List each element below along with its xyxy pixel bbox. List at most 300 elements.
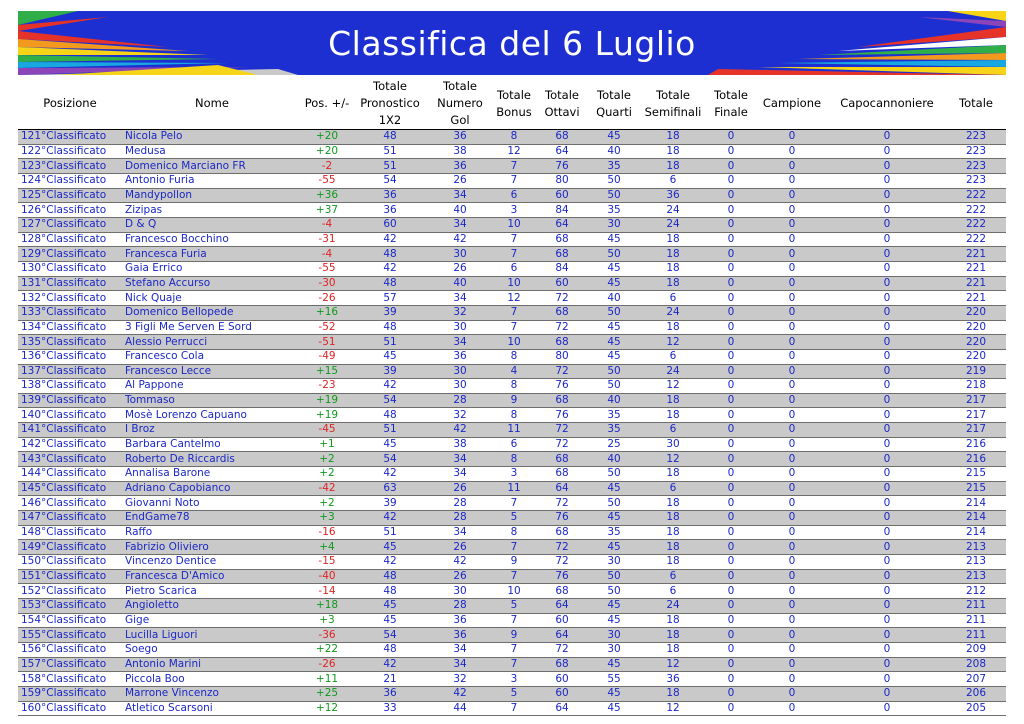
table-row	[18, 642, 1006, 657]
cell-quarti: 45	[588, 701, 640, 716]
cell-totale: 211	[946, 613, 1006, 628]
cell-finale: 0	[706, 569, 756, 584]
cell-finale: 0	[706, 335, 756, 350]
cell-finale: 0	[706, 130, 756, 145]
cell-bonus: 12	[492, 291, 536, 306]
ranking-table	[18, 78, 1006, 716]
cell-position: 129°Classificato	[18, 247, 122, 262]
table-row	[18, 349, 1006, 364]
cell-name: Gige	[122, 613, 302, 628]
cell-pronostico: 42	[352, 261, 428, 276]
cell-pos-change: +2	[302, 496, 352, 511]
cell-quarti: 35	[588, 423, 640, 438]
cell-name: EndGame78	[122, 511, 302, 526]
cell-pos-change: +19	[302, 408, 352, 423]
cell-name: Piccola Boo	[122, 672, 302, 687]
table-row	[18, 569, 1006, 584]
cell-totale: 220	[946, 320, 1006, 335]
table-row	[18, 584, 1006, 599]
header-pos-change: Pos. +/-	[302, 78, 352, 130]
cell-finale: 0	[706, 496, 756, 511]
cell-pos-change: +16	[302, 305, 352, 320]
cell-ottavi: 68	[536, 525, 588, 540]
cell-campione: 0	[756, 159, 828, 174]
cell-position: 131°Classificato	[18, 276, 122, 291]
cell-quarti: 45	[588, 276, 640, 291]
cell-name: Mosè Lorenzo Capuano	[122, 408, 302, 423]
cell-campione: 0	[756, 188, 828, 203]
cell-bonus: 7	[492, 540, 536, 555]
cell-pronostico: 39	[352, 496, 428, 511]
cell-bonus: 3	[492, 203, 536, 218]
header-posizione: Posizione	[18, 78, 122, 130]
cell-quarti: 50	[588, 188, 640, 203]
cell-numero-gol: 26	[428, 173, 492, 188]
cell-numero-gol: 44	[428, 701, 492, 716]
cell-ottavi: 68	[536, 335, 588, 350]
cell-pos-change: +2	[302, 452, 352, 467]
table-row	[18, 496, 1006, 511]
cell-pos-change: -45	[302, 423, 352, 438]
table-row	[18, 305, 1006, 320]
cell-finale: 0	[706, 584, 756, 599]
cell-campione: 0	[756, 525, 828, 540]
cell-quarti: 35	[588, 159, 640, 174]
cell-capocannoniere: 0	[828, 437, 946, 452]
cell-numero-gol: 42	[428, 232, 492, 247]
cell-campione: 0	[756, 540, 828, 555]
header-row	[18, 78, 1006, 130]
cell-position: 137°Classificato	[18, 364, 122, 379]
cell-semifinali: 18	[640, 261, 706, 276]
cell-pronostico: 48	[352, 130, 428, 145]
cell-position: 150°Classificato	[18, 555, 122, 570]
cell-totale: 220	[946, 305, 1006, 320]
cell-pos-change: -23	[302, 379, 352, 394]
cell-totale: 222	[946, 232, 1006, 247]
cell-semifinali: 6	[640, 173, 706, 188]
table-row	[18, 364, 1006, 379]
cell-totale: 216	[946, 437, 1006, 452]
cell-totale: 223	[946, 173, 1006, 188]
cell-numero-gol: 26	[428, 481, 492, 496]
cell-finale: 0	[706, 349, 756, 364]
cell-ottavi: 64	[536, 217, 588, 232]
cell-finale: 0	[706, 144, 756, 159]
cell-campione: 0	[756, 584, 828, 599]
cell-totale: 220	[946, 335, 1006, 350]
cell-quarti: 45	[588, 481, 640, 496]
cell-bonus: 8	[492, 525, 536, 540]
cell-position: 127°Classificato	[18, 217, 122, 232]
cell-pos-change: -36	[302, 628, 352, 643]
cell-capocannoniere: 0	[828, 481, 946, 496]
cell-pronostico: 54	[352, 393, 428, 408]
cell-position: 148°Classificato	[18, 525, 122, 540]
cell-finale: 0	[706, 188, 756, 203]
cell-totale: 219	[946, 364, 1006, 379]
cell-finale: 0	[706, 599, 756, 614]
cell-semifinali: 18	[640, 232, 706, 247]
cell-campione: 0	[756, 232, 828, 247]
cell-finale: 0	[706, 452, 756, 467]
cell-capocannoniere: 0	[828, 173, 946, 188]
cell-finale: 0	[706, 379, 756, 394]
cell-quarti: 40	[588, 393, 640, 408]
cell-ottavi: 68	[536, 467, 588, 482]
cell-bonus: 10	[492, 335, 536, 350]
cell-numero-gol: 26	[428, 261, 492, 276]
cell-numero-gol: 26	[428, 569, 492, 584]
cell-finale: 0	[706, 393, 756, 408]
cell-ottavi: 68	[536, 130, 588, 145]
header-finale: Totale Finale	[706, 78, 756, 130]
cell-pronostico: 48	[352, 642, 428, 657]
cell-quarti: 45	[588, 335, 640, 350]
cell-pronostico: 51	[352, 335, 428, 350]
cell-quarti: 30	[588, 217, 640, 232]
cell-pos-change: +1	[302, 437, 352, 452]
cell-capocannoniere: 0	[828, 701, 946, 716]
cell-name: D & Q	[122, 217, 302, 232]
cell-position: 136°Classificato	[18, 349, 122, 364]
cell-finale: 0	[706, 203, 756, 218]
cell-capocannoniere: 0	[828, 276, 946, 291]
cell-semifinali: 24	[640, 217, 706, 232]
cell-bonus: 8	[492, 379, 536, 394]
cell-bonus: 5	[492, 599, 536, 614]
cell-pronostico: 51	[352, 525, 428, 540]
cell-quarti: 25	[588, 437, 640, 452]
cell-finale: 0	[706, 437, 756, 452]
cell-totale: 213	[946, 555, 1006, 570]
cell-campione: 0	[756, 130, 828, 145]
cell-ottavi: 80	[536, 173, 588, 188]
cell-totale: 214	[946, 525, 1006, 540]
cell-capocannoniere: 0	[828, 613, 946, 628]
cell-name: Gaia Errico	[122, 261, 302, 276]
cell-bonus: 8	[492, 130, 536, 145]
cell-capocannoniere: 0	[828, 335, 946, 350]
cell-name: Lucilla Liguori	[122, 628, 302, 643]
cell-campione: 0	[756, 305, 828, 320]
cell-finale: 0	[706, 540, 756, 555]
cell-semifinali: 18	[640, 393, 706, 408]
header-nome: Nome	[122, 78, 302, 130]
cell-bonus: 3	[492, 672, 536, 687]
cell-ottavi: 72	[536, 437, 588, 452]
cell-quarti: 50	[588, 496, 640, 511]
cell-campione: 0	[756, 423, 828, 438]
cell-pos-change: -4	[302, 247, 352, 262]
cell-capocannoniere: 0	[828, 291, 946, 306]
cell-numero-gol: 28	[428, 511, 492, 526]
cell-campione: 0	[756, 437, 828, 452]
cell-position: 138°Classificato	[18, 379, 122, 394]
cell-bonus: 8	[492, 349, 536, 364]
cell-ottavi: 68	[536, 247, 588, 262]
cell-pos-change: +37	[302, 203, 352, 218]
table-row	[18, 320, 1006, 335]
cell-capocannoniere: 0	[828, 686, 946, 701]
cell-ottavi: 72	[536, 291, 588, 306]
cell-bonus: 4	[492, 364, 536, 379]
cell-semifinali: 18	[640, 496, 706, 511]
table-row	[18, 511, 1006, 526]
table-row	[18, 144, 1006, 159]
cell-totale: 221	[946, 247, 1006, 262]
header-ottavi: Totale Ottavi	[536, 78, 588, 130]
cell-campione: 0	[756, 657, 828, 672]
cell-semifinali: 12	[640, 657, 706, 672]
cell-totale: 217	[946, 423, 1006, 438]
cell-numero-gol: 30	[428, 247, 492, 262]
table-row	[18, 437, 1006, 452]
table-row	[18, 173, 1006, 188]
cell-pos-change: -52	[302, 320, 352, 335]
cell-capocannoniere: 0	[828, 642, 946, 657]
cell-numero-gol: 42	[428, 555, 492, 570]
cell-position: 130°Classificato	[18, 261, 122, 276]
cell-pronostico: 60	[352, 217, 428, 232]
cell-pronostico: 42	[352, 467, 428, 482]
cell-pos-change: -2	[302, 159, 352, 174]
cell-numero-gol: 34	[428, 642, 492, 657]
ranking-table-container	[18, 78, 1006, 716]
cell-bonus: 7	[492, 159, 536, 174]
cell-campione: 0	[756, 511, 828, 526]
cell-capocannoniere: 0	[828, 584, 946, 599]
cell-campione: 0	[756, 173, 828, 188]
cell-name: Zizipas	[122, 203, 302, 218]
cell-totale: 223	[946, 144, 1006, 159]
cell-capocannoniere: 0	[828, 672, 946, 687]
table-row	[18, 525, 1006, 540]
cell-semifinali: 6	[640, 569, 706, 584]
cell-semifinali: 18	[640, 144, 706, 159]
cell-pos-change: +11	[302, 672, 352, 687]
cell-bonus: 7	[492, 569, 536, 584]
cell-quarti: 45	[588, 349, 640, 364]
header-quarti: Totale Quarti	[588, 78, 640, 130]
cell-name: Francesca Furia	[122, 247, 302, 262]
cell-pronostico: 45	[352, 540, 428, 555]
cell-name: Alessio Perrucci	[122, 335, 302, 350]
cell-capocannoniere: 0	[828, 232, 946, 247]
cell-position: 158°Classificato	[18, 672, 122, 687]
cell-pronostico: 39	[352, 364, 428, 379]
cell-numero-gol: 38	[428, 144, 492, 159]
cell-pos-change: +3	[302, 613, 352, 628]
cell-position: 155°Classificato	[18, 628, 122, 643]
cell-pos-change: -26	[302, 657, 352, 672]
cell-ottavi: 60	[536, 188, 588, 203]
cell-name: Fabrizio Oliviero	[122, 540, 302, 555]
cell-totale: 214	[946, 511, 1006, 526]
cell-quarti: 30	[588, 642, 640, 657]
cell-capocannoniere: 0	[828, 525, 946, 540]
cell-quarti: 35	[588, 203, 640, 218]
cell-bonus: 11	[492, 423, 536, 438]
cell-quarti: 55	[588, 672, 640, 687]
cell-campione: 0	[756, 467, 828, 482]
cell-campione: 0	[756, 335, 828, 350]
cell-semifinali: 24	[640, 305, 706, 320]
cell-pronostico: 57	[352, 291, 428, 306]
cell-name: Roberto De Riccardis	[122, 452, 302, 467]
cell-position: 128°Classificato	[18, 232, 122, 247]
cell-campione: 0	[756, 203, 828, 218]
cell-ottavi: 68	[536, 305, 588, 320]
cell-pos-change: -55	[302, 261, 352, 276]
cell-totale: 215	[946, 481, 1006, 496]
cell-finale: 0	[706, 320, 756, 335]
cell-position: 156°Classificato	[18, 642, 122, 657]
cell-totale: 213	[946, 540, 1006, 555]
cell-quarti: 50	[588, 379, 640, 394]
cell-ottavi: 64	[536, 599, 588, 614]
cell-semifinali: 24	[640, 364, 706, 379]
cell-pos-change: -51	[302, 335, 352, 350]
cell-name: Stefano Accurso	[122, 276, 302, 291]
cell-capocannoniere: 0	[828, 467, 946, 482]
cell-numero-gol: 34	[428, 467, 492, 482]
cell-semifinali: 18	[640, 525, 706, 540]
cell-pronostico: 36	[352, 686, 428, 701]
cell-position: 157°Classificato	[18, 657, 122, 672]
cell-pronostico: 42	[352, 232, 428, 247]
cell-semifinali: 18	[640, 467, 706, 482]
cell-capocannoniere: 0	[828, 364, 946, 379]
cell-campione: 0	[756, 555, 828, 570]
cell-numero-gol: 30	[428, 584, 492, 599]
cell-numero-gol: 36	[428, 130, 492, 145]
cell-pos-change: +2	[302, 467, 352, 482]
cell-totale: 213	[946, 569, 1006, 584]
cell-pos-change: -15	[302, 555, 352, 570]
cell-campione: 0	[756, 364, 828, 379]
cell-semifinali: 18	[640, 555, 706, 570]
cell-position: 133°Classificato	[18, 305, 122, 320]
cell-ottavi: 68	[536, 584, 588, 599]
cell-name: Raffo	[122, 525, 302, 540]
cell-finale: 0	[706, 159, 756, 174]
cell-semifinali: 18	[640, 320, 706, 335]
cell-pos-change: -55	[302, 173, 352, 188]
cell-totale: 223	[946, 159, 1006, 174]
cell-capocannoniere: 0	[828, 569, 946, 584]
cell-quarti: 30	[588, 555, 640, 570]
cell-totale: 223	[946, 130, 1006, 145]
cell-finale: 0	[706, 555, 756, 570]
table-row	[18, 599, 1006, 614]
cell-semifinali: 36	[640, 188, 706, 203]
cell-position: 152°Classificato	[18, 584, 122, 599]
cell-pronostico: 54	[352, 628, 428, 643]
table-row	[18, 335, 1006, 350]
cell-bonus: 8	[492, 452, 536, 467]
cell-name: Pietro Scarica	[122, 584, 302, 599]
cell-totale: 205	[946, 701, 1006, 716]
cell-totale: 222	[946, 203, 1006, 218]
cell-numero-gol: 34	[428, 291, 492, 306]
cell-semifinali: 18	[640, 540, 706, 555]
cell-semifinali: 18	[640, 642, 706, 657]
cell-bonus: 5	[492, 511, 536, 526]
cell-pronostico: 51	[352, 423, 428, 438]
cell-pos-change: +3	[302, 511, 352, 526]
cell-capocannoniere: 0	[828, 496, 946, 511]
cell-quarti: 50	[588, 173, 640, 188]
cell-position: 123°Classificato	[18, 159, 122, 174]
cell-pronostico: 42	[352, 379, 428, 394]
cell-bonus: 6	[492, 437, 536, 452]
cell-bonus: 7	[492, 613, 536, 628]
cell-pos-change: -49	[302, 349, 352, 364]
cell-campione: 0	[756, 276, 828, 291]
cell-pos-change: +25	[302, 686, 352, 701]
table-row	[18, 481, 1006, 496]
cell-ottavi: 64	[536, 701, 588, 716]
cell-bonus: 6	[492, 188, 536, 203]
cell-pos-change: -30	[302, 276, 352, 291]
cell-totale: 215	[946, 467, 1006, 482]
cell-capocannoniere: 0	[828, 349, 946, 364]
cell-position: 154°Classificato	[18, 613, 122, 628]
cell-semifinali: 6	[640, 481, 706, 496]
cell-finale: 0	[706, 672, 756, 687]
cell-name: Antonio Marini	[122, 657, 302, 672]
cell-quarti: 45	[588, 130, 640, 145]
cell-totale: 221	[946, 276, 1006, 291]
cell-numero-gol: 30	[428, 320, 492, 335]
header-capocannoniere: Capocannoniere	[828, 78, 946, 130]
table-row	[18, 217, 1006, 232]
cell-name: Angioletto	[122, 599, 302, 614]
cell-ottavi: 60	[536, 672, 588, 687]
cell-position: 151°Classificato	[18, 569, 122, 584]
cell-campione: 0	[756, 247, 828, 262]
cell-finale: 0	[706, 628, 756, 643]
cell-campione: 0	[756, 496, 828, 511]
cell-campione: 0	[756, 320, 828, 335]
cell-finale: 0	[706, 686, 756, 701]
cell-semifinali: 6	[640, 349, 706, 364]
cell-quarti: 35	[588, 525, 640, 540]
table-row	[18, 291, 1006, 306]
cell-bonus: 7	[492, 320, 536, 335]
cell-pronostico: 51	[352, 144, 428, 159]
cell-campione: 0	[756, 261, 828, 276]
cell-pronostico: 42	[352, 657, 428, 672]
cell-pronostico: 45	[352, 599, 428, 614]
cell-position: 141°Classificato	[18, 423, 122, 438]
cell-ottavi: 72	[536, 320, 588, 335]
cell-semifinali: 12	[640, 335, 706, 350]
cell-totale: 220	[946, 349, 1006, 364]
cell-name: Domenico Bellopede	[122, 305, 302, 320]
cell-bonus: 3	[492, 467, 536, 482]
cell-numero-gol: 32	[428, 672, 492, 687]
cell-totale: 216	[946, 452, 1006, 467]
cell-ottavi: 64	[536, 628, 588, 643]
table-row	[18, 540, 1006, 555]
cell-pronostico: 45	[352, 613, 428, 628]
header-numero-gol: Totale Numero Gol	[428, 78, 492, 130]
cell-finale: 0	[706, 525, 756, 540]
table-row	[18, 423, 1006, 438]
cell-name: Domenico Marciano FR	[122, 159, 302, 174]
